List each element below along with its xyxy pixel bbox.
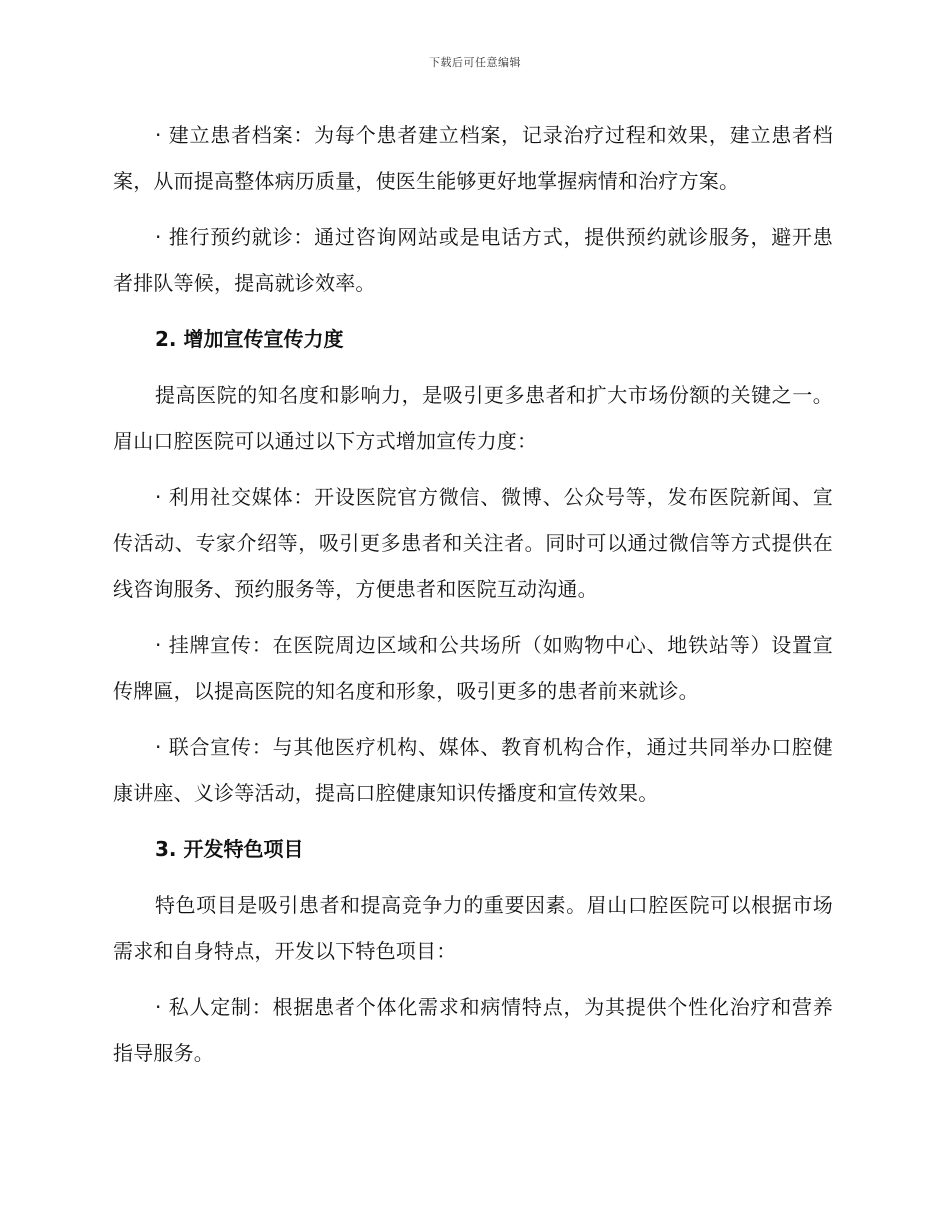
paragraph-special-projects-intro: 特色项目是吸引患者和提高竞争力的重要因素。眉山口腔医院可以根据市场需求和自身特点，开发以下特色项目： bbox=[113, 893, 833, 963]
bullet-paragraph-appointments: · 推行预约就诊：通过咨询网站或是电话方式，提供预约就诊服务，避开患者排队等候，提高就诊效率。 bbox=[113, 225, 833, 295]
paragraph-promotion-intro: 提高医院的知名度和影响力，是吸引更多患者和扩大市场份额的关键之一。眉山口腔医院可以通过以下方式增加宣传力度： bbox=[113, 383, 833, 453]
bullet-paragraph-patient-records: · 建立患者档案：为每个患者建立档案，记录治疗过程和效果，建立患者档案，从而提高整体病历质量，使医生能够更好地掌握病情和治疗方案。 bbox=[113, 123, 833, 193]
section-heading-promotion: 2. 增加宣传宣传力度 bbox=[155, 327, 344, 351]
bullet-paragraph-social-media: · 利用社交媒体：开设医院官方微信、微博、公众号等，发布医院新闻、宣传活动、专家介绍等，吸引更多患者和关注者。同时可以通过微信等方式提供在线咨询服务、预约服务等，方便患者和医院互动沟通。 bbox=[113, 485, 833, 601]
page-header: 下载后可任意编辑 bbox=[429, 56, 521, 69]
section-heading-special-projects: 3. 开发特色项目 bbox=[155, 837, 304, 861]
bullet-paragraph-customization: · 私人定制：根据患者个体化需求和病情特点，为其提供个性化治疗和营养指导服务。 bbox=[113, 995, 833, 1065]
document-body bbox=[113, 112, 833, 1086]
bullet-paragraph-joint-promotion: · 联合宣传：与其他医疗机构、媒体、教育机构合作，通过共同举办口腔健康讲座、义诊等活动，提高口腔健康知识传播度和宣传效果。 bbox=[113, 735, 833, 805]
bullet-paragraph-signage: · 挂牌宣传：在医院周边区域和公共场所（如购物中心、地铁站等）设置宣传牌匾，以提高医院的知名度和形象，吸引更多的患者前来就诊。 bbox=[113, 633, 833, 703]
